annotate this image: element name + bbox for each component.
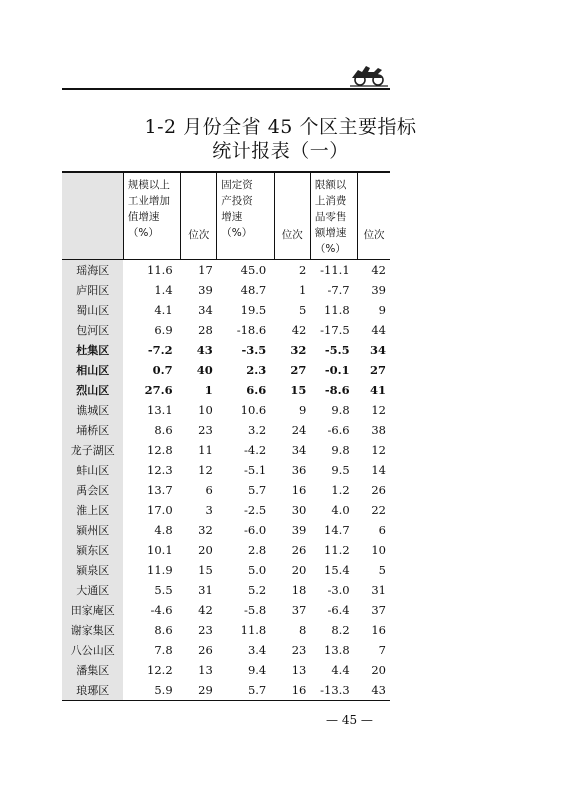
industry-rank-value: 26 <box>198 643 213 657</box>
retail-growth-value: -7.7 <box>327 283 350 297</box>
investment-growth-value: 3.4 <box>247 643 267 657</box>
district-name: 包河区 <box>62 320 123 340</box>
retail-growth-value: 11.2 <box>324 543 350 557</box>
table-row <box>62 280 390 300</box>
investment-rank-value: 36 <box>291 463 307 477</box>
district-name: 淮上区 <box>62 500 123 520</box>
retail-growth-value: 4.4 <box>331 663 350 677</box>
district-name: 蚌山区 <box>62 460 123 480</box>
investment-rank-value: 24 <box>291 423 307 437</box>
table-row <box>62 680 390 701</box>
investment-rank-value: 5 <box>299 303 307 317</box>
table-row <box>62 600 390 620</box>
industry-growth-value: 4.1 <box>154 303 173 317</box>
district-name: 瑶海区 <box>62 260 123 281</box>
industry-growth-header: 规模以上 工业增加 值增速 （%） <box>123 172 180 260</box>
investment-growth-value: 6.6 <box>246 383 267 397</box>
industry-growth-value: 8.6 <box>154 623 173 637</box>
retail-growth-value: -11.1 <box>320 263 350 277</box>
industry-rank-value: 1 <box>204 383 213 397</box>
district-name: 相山区 <box>62 360 123 380</box>
retail-growth-value: 1.2 <box>331 483 350 497</box>
investment-growth-value: -18.6 <box>236 323 267 337</box>
table-row <box>62 260 390 281</box>
investment-growth-value: 5.2 <box>247 583 267 597</box>
investment-growth-header: 固定资 产投资 增速 （%） <box>217 172 274 260</box>
investment-rank-value: 42 <box>291 323 307 337</box>
investment-rank-value: 15 <box>290 383 307 397</box>
industry-rank-value: 10 <box>198 403 213 417</box>
district-name: 庐阳区 <box>62 280 123 300</box>
industry-rank-value: 39 <box>198 283 213 297</box>
industry-rank-value: 12 <box>198 463 213 477</box>
investment-rank-value: 20 <box>291 563 307 577</box>
investment-rank-value: 23 <box>291 643 307 657</box>
investment-growth-value: 10.6 <box>240 403 267 417</box>
table-row <box>62 620 390 640</box>
retail-rank-value: 41 <box>369 383 386 397</box>
industry-growth-value: 1.4 <box>154 283 173 297</box>
industry-rank-value: 28 <box>198 323 213 337</box>
retail-growth-value: -17.5 <box>320 323 350 337</box>
rank-header-2: 位次 <box>274 172 310 260</box>
retail-rank-value: 22 <box>371 503 386 517</box>
district-name: 八公山区 <box>62 640 123 660</box>
industry-rank-value: 11 <box>198 443 213 457</box>
rank-header-3: 位次 <box>358 172 390 260</box>
investment-growth-value: 19.5 <box>240 303 267 317</box>
industry-rank-value: 20 <box>198 543 213 557</box>
investment-rank-value: 9 <box>299 403 307 417</box>
table-row <box>62 560 390 580</box>
retail-growth-value: 14.7 <box>324 523 350 537</box>
industry-growth-value: 13.7 <box>147 483 173 497</box>
table-body <box>62 260 390 701</box>
retail-rank-value: 43 <box>358 680 390 701</box>
investment-growth-value: 9.4 <box>247 663 267 677</box>
industry-rank-value: 43 <box>196 343 213 357</box>
table-row <box>62 480 390 500</box>
investment-growth-value: -3.5 <box>241 343 267 357</box>
district-name: 颍东区 <box>62 540 123 560</box>
retail-growth-value: 11.8 <box>324 303 350 317</box>
investment-growth-value: 48.7 <box>240 283 267 297</box>
industry-growth-value: 4.8 <box>154 523 173 537</box>
retail-rank-value: 5 <box>378 563 386 577</box>
investment-growth-value: -6.0 <box>244 523 267 537</box>
retail-rank-value: 10 <box>371 543 386 557</box>
table-row <box>62 340 390 360</box>
table-row <box>62 520 390 540</box>
retail-rank-value: 44 <box>371 323 386 337</box>
retail-rank-value: 37 <box>371 603 386 617</box>
district-name: 谢家集区 <box>62 620 123 640</box>
investment-rank-value: 27 <box>290 363 307 377</box>
table-row <box>62 500 390 520</box>
investment-rank-value: 30 <box>291 503 307 517</box>
retail-growth-value: 9.5 <box>331 463 350 477</box>
retail-growth-value: 8.2 <box>331 623 350 637</box>
retail-growth-value: -5.5 <box>324 343 350 357</box>
retail-growth-value: -13.3 <box>310 680 357 701</box>
industry-growth-value: 6.9 <box>154 323 173 337</box>
district-name: 埇桥区 <box>62 420 123 440</box>
industry-rank-value: 29 <box>181 680 217 701</box>
retail-growth-value: -6.6 <box>327 423 350 437</box>
page-title-line2: 统计报表（一） <box>212 140 349 162</box>
investment-growth-value: 5.7 <box>217 680 274 701</box>
investment-growth-value: -5.1 <box>244 463 267 477</box>
industry-growth-value: 0.7 <box>152 363 173 377</box>
investment-rank-value: 39 <box>291 523 307 537</box>
industry-growth-value: 17.0 <box>147 503 173 517</box>
retail-rank-value: 31 <box>371 583 386 597</box>
investment-growth-value: 2.3 <box>246 363 267 377</box>
table-row <box>62 420 390 440</box>
district-name: 龙子湖区 <box>62 440 123 460</box>
investment-rank-value: 16 <box>291 483 307 497</box>
investment-rank-value: 8 <box>299 623 307 637</box>
industry-growth-value: 8.6 <box>154 423 173 437</box>
retail-rank-value: 34 <box>369 343 386 357</box>
industry-rank-value: 17 <box>198 263 213 277</box>
investment-rank-value: 16 <box>274 680 310 701</box>
retail-rank-value: 38 <box>371 423 386 437</box>
retail-rank-value: 14 <box>371 463 386 477</box>
district-name: 颍泉区 <box>62 560 123 580</box>
retail-growth-value: 4.0 <box>331 503 350 517</box>
horse-carriage-logo <box>348 58 390 88</box>
industry-growth-value: 13.1 <box>147 403 173 417</box>
table-row <box>62 580 390 600</box>
page-title-line1: 1-2 月份全省 45 个区主要指标 <box>144 116 417 138</box>
investment-rank-value: 13 <box>291 663 307 677</box>
table-row <box>62 320 390 340</box>
investment-rank-value: 1 <box>299 283 307 297</box>
industry-growth-value: 11.9 <box>147 563 173 577</box>
header-rule <box>62 88 390 90</box>
retail-growth-value: -8.6 <box>324 383 350 397</box>
page-number: — 45 — <box>326 713 373 727</box>
retail-rank-value: 7 <box>378 643 386 657</box>
industry-growth-value: -4.6 <box>150 603 173 617</box>
industry-rank-value: 31 <box>198 583 213 597</box>
district-name: 大通区 <box>62 580 123 600</box>
table-row <box>62 460 390 480</box>
retail-rank-value: 16 <box>371 623 386 637</box>
stats-table <box>62 171 390 701</box>
retail-growth-value: -0.1 <box>324 363 350 377</box>
industry-growth-value: 12.3 <box>147 463 173 477</box>
district-name: 蜀山区 <box>62 300 123 320</box>
retail-growth-header: 限额以 上消费 品零售 额增速 （%） <box>310 172 357 260</box>
industry-growth-value: -7.2 <box>147 343 173 357</box>
industry-growth-value: 7.8 <box>154 643 173 657</box>
retail-rank-value: 42 <box>371 263 386 277</box>
industry-growth-value: 27.6 <box>144 383 173 397</box>
investment-rank-value: 32 <box>290 343 307 357</box>
retail-growth-value: -3.0 <box>327 583 350 597</box>
investment-rank-value: 18 <box>291 583 307 597</box>
investment-growth-value: -5.8 <box>244 603 267 617</box>
retail-rank-value: 27 <box>369 363 386 377</box>
industry-rank-value: 42 <box>198 603 213 617</box>
district-name: 颍州区 <box>62 520 123 540</box>
investment-growth-value: 3.2 <box>247 423 267 437</box>
retail-growth-value: 15.4 <box>324 563 350 577</box>
table-row <box>62 540 390 560</box>
table-row <box>62 300 390 320</box>
retail-rank-value: 9 <box>378 303 386 317</box>
industry-rank-value: 32 <box>198 523 213 537</box>
retail-rank-value: 39 <box>371 283 386 297</box>
retail-rank-value: 12 <box>371 443 386 457</box>
industry-rank-value: 23 <box>198 423 213 437</box>
retail-rank-value: 20 <box>371 663 386 677</box>
investment-growth-value: 45.0 <box>240 263 267 277</box>
district-name: 禹会区 <box>62 480 123 500</box>
table-row <box>62 360 390 380</box>
industry-growth-value: 12.8 <box>147 443 173 457</box>
industry-rank-value: 40 <box>196 363 213 377</box>
investment-growth-value: 5.7 <box>247 483 267 497</box>
table-row <box>62 640 390 660</box>
investment-growth-value: 2.8 <box>247 543 267 557</box>
industry-rank-value: 6 <box>205 483 213 497</box>
industry-rank-value: 13 <box>198 663 213 677</box>
district-name: 潘集区 <box>62 660 123 680</box>
table-row <box>62 440 390 460</box>
industry-growth-value: 12.2 <box>147 663 173 677</box>
table-row <box>62 400 390 420</box>
rank-header-1: 位次 <box>181 172 217 260</box>
investment-growth-value: -4.2 <box>244 443 267 457</box>
retail-rank-value: 6 <box>378 523 386 537</box>
investment-rank-value: 2 <box>299 263 307 277</box>
industry-rank-value: 34 <box>198 303 213 317</box>
district-name: 琅琊区 <box>62 680 123 701</box>
industry-rank-value: 23 <box>198 623 213 637</box>
district-name: 杜集区 <box>62 340 123 360</box>
district-name: 田家庵区 <box>62 600 123 620</box>
retail-growth-value: 13.8 <box>324 643 350 657</box>
industry-growth-value: 11.6 <box>147 263 173 277</box>
investment-growth-value: 5.0 <box>247 563 267 577</box>
industry-growth-value: 5.9 <box>123 680 180 701</box>
district-name: 谯城区 <box>62 400 123 420</box>
investment-rank-value: 37 <box>291 603 307 617</box>
investment-rank-value: 34 <box>291 443 307 457</box>
investment-rank-value: 26 <box>291 543 307 557</box>
retail-rank-value: 26 <box>371 483 386 497</box>
industry-rank-value: 15 <box>198 563 213 577</box>
industry-growth-value: 10.1 <box>147 543 173 557</box>
table-row <box>62 380 390 400</box>
district-name: 烈山区 <box>62 380 123 400</box>
retail-growth-value: 9.8 <box>331 443 350 457</box>
retail-growth-value: 9.8 <box>331 403 350 417</box>
investment-growth-value: 11.8 <box>240 623 267 637</box>
district-column-header <box>62 172 123 260</box>
industry-rank-value: 3 <box>205 503 213 517</box>
investment-growth-value: -2.5 <box>244 503 267 517</box>
retail-rank-value: 12 <box>371 403 386 417</box>
industry-growth-value: 5.5 <box>154 583 173 597</box>
table-row <box>62 660 390 680</box>
retail-growth-value: -6.4 <box>327 603 350 617</box>
